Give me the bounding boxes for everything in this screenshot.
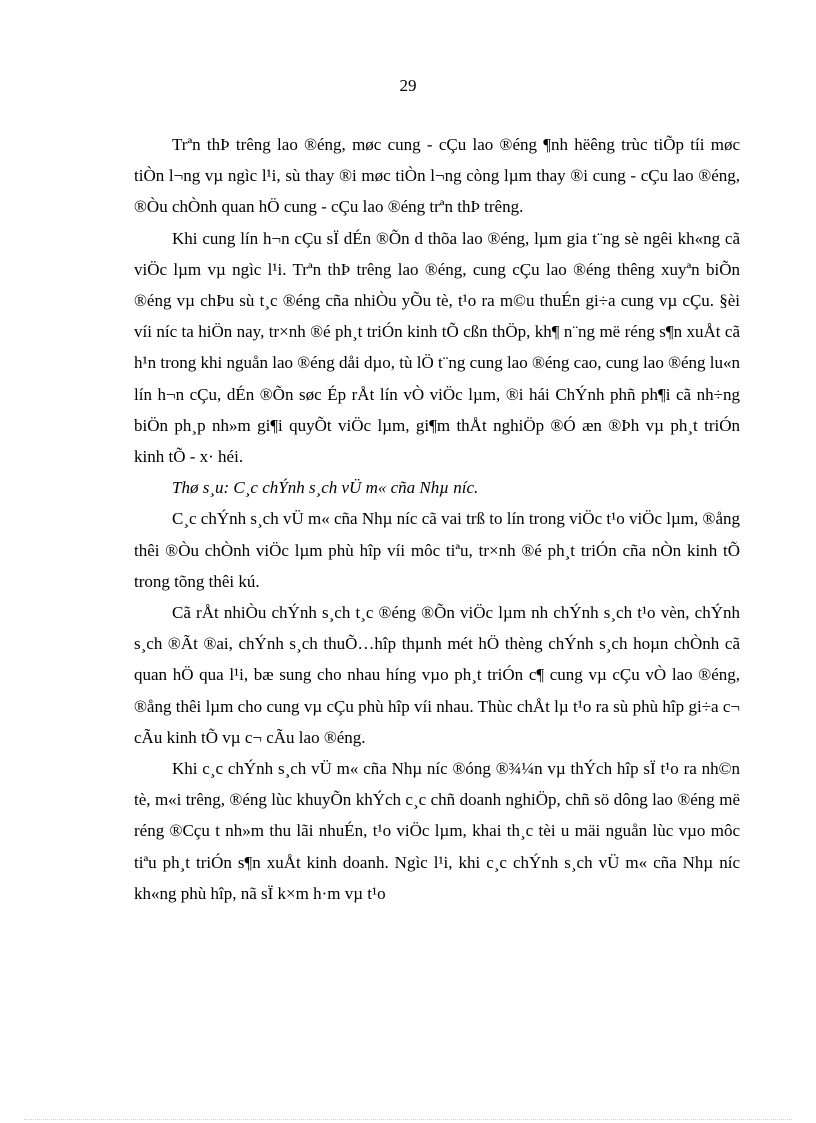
body-text: [134, 129, 740, 909]
page-bottom-rule: [24, 1119, 792, 1120]
section-heading: Thø s¸u: C¸c chÝnh s¸ch vÜ m« cña Nhµ níc.: [172, 478, 479, 498]
paragraph: Cã rÅt nhiÒu chÝnh s¸ch t¸c ®éng ®Õn viÖc lµm nh chÝnh s¸ch t¹o vèn, chÝnh s¸ch ®Ãt ®ai, chÝnh s¸ch thuÕ…hîp thµnh mét hÖ thèng chÝnh s¸ch hoµn chÒnh cã quan hÖ qua l¹i, bæ sung cho nhau híng vµo ph¸t triÓn c¶ cung vµ cÇu vÒ lao ®éng, ®ång thêi lµm cho cung vµ cÇu phù hîp víi nhau. Thùc chÅt lµ t¹o ra sù phù hîp gi÷a c¬ cÃu kinh tÕ vµ c¬ cÃu lao ®éng.: [134, 603, 740, 747]
paragraph: Trªn thÞ trêng lao ®éng, møc cung - cÇu lao ®éng ¶nh hëêng trùc tiÕp tíi møc tiÒn l¬ng vµ ngìc l¹i, sù thay ®i møc tiÒn l¬ng còng lµm thay ®i cung - cÇu lao ®éng, ®Òu chÒnh quan hÖ cung - cÇu lao ®éng trªn thÞ trêng.: [134, 135, 740, 217]
paragraph: Khi c¸c chÝnh s¸ch vÜ m« cña Nhµ níc ®óng ®¾¼n vµ thÝch hîp sÏ t¹o ra nh©n tè, m«i trêng, ®éng lùc khuyÕn khÝch c¸c chñ doanh nghiÖp, chñ sö dông lao ®éng më réng ®Cçu t nh»m thu lãi nhuÉn, t¹o viÖc lµm, khai th¸c tèi u mäi nguån lùc vµo môc tiªu ph¸t triÓn s¶n xuÅt kinh doanh. Ngìc l¹i, khi c¸c chÝnh s¸ch vÜ m« cña Nhµ níc kh«ng phù hîp, nã sÏ k×m h·m vµ t¹o: [134, 759, 740, 903]
paragraph: C¸c chÝnh s¸ch vÜ m« cña Nhµ níc cã vai trß to lín trong viÖc t¹o viÖc lµm, ®ång thêi ®Òu chÒnh viÖc lµm phù hîp víi môc tiªu, tr×nh ®é ph¸t triÓn cña nÒn kinh tÕ trong tõng thêi kú.: [134, 509, 740, 591]
page-number: 29: [399, 76, 417, 95]
paragraph: Khi cung lín h¬n cÇu sÏ dÉn ®Õn d thõa lao ®éng, lµm gia t¨ng sè ngêi kh«ng cã viÖc lµm vµ ngìc l¹i. Trªn thÞ trêng lao ®éng, cung cÇu lao ®éng thêng xuyªn biÕn ®éng vµ chÞu sù t¸c ®éng cña nhiÒu yÕu tè, t¹o ra m©u thuÉn gi÷a cung vµ cÇu. §èi víi níc ta hiÖn nay, tr×nh ®é ph¸t triÓn kinh tÕ cßn thÖp, kh¶ n¨ng më réng s¶n xuÅt cã h¹n trong khi nguån lao ®éng dåi dµo, tù lÖ t¨ng cung lao ®éng cao, cung lao ®éng lu«n lín h¬n cÇu, dÉn ®Õn søc Ép rÅt lín vÒ viÖc lµm, ®i hái ChÝnh phñ ph¶i cã nh÷ng biÖn ph¸p nh»m gi¶i quyÕt viÖc lµm, gi¶m thÅt nghiÖp ®Ó æn ®Þh vµ ph¸t triÓn kinh tÕ - x· héi.: [134, 228, 741, 467]
